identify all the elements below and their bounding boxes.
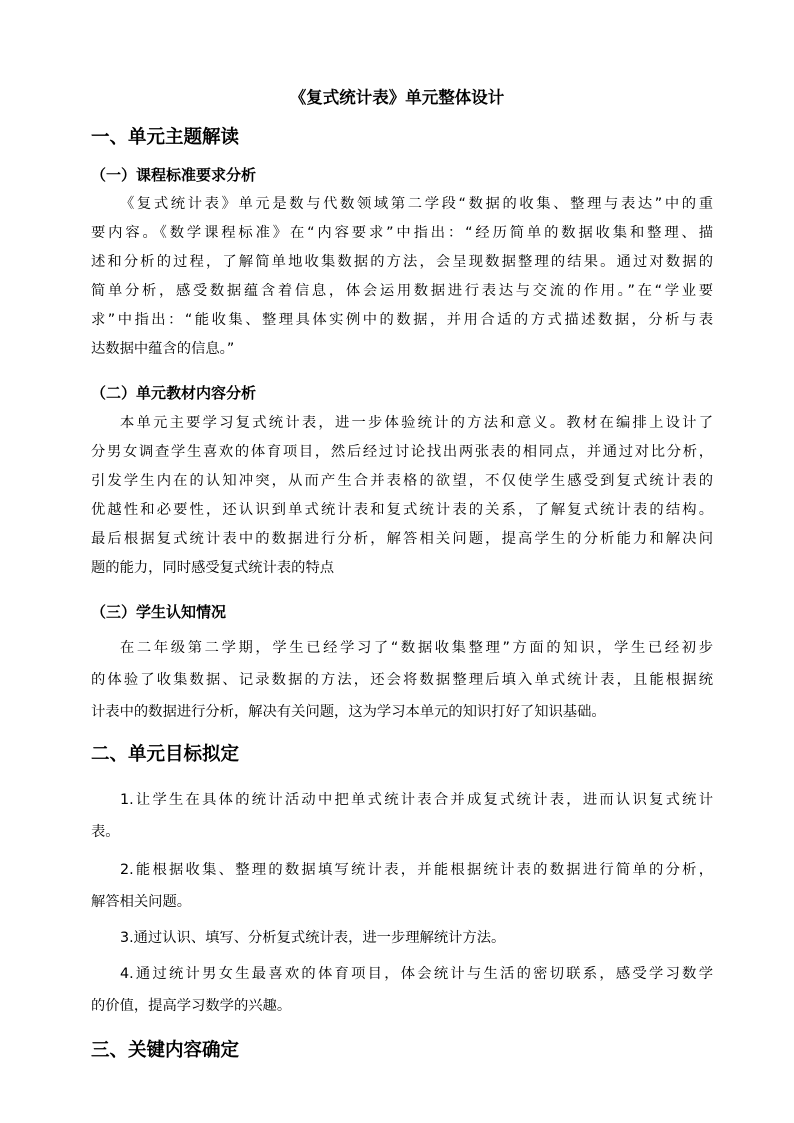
paragraph-line: 求”中指出：“能收集、整理具体实例中的数据，并用合适的方式描述数据，分析与表: [91, 312, 713, 328]
section-heading-1: 一、单元主题解读: [91, 127, 240, 148]
paragraph-line: 最后根据复式统计表中的数据进行分析，解答相关问题，提高学生的分析能力和解决问: [91, 531, 713, 547]
goal-line: 2.能根据收集、整理的数据填写统计表，并能根据统计表的数据进行简单的分析，: [120, 862, 713, 878]
goal-item-2: [91, 854, 713, 918]
paragraph-line: 引发学生内在的认知冲突，从而产生合并表格的欲望，不仅使学生感受到复式统计表的: [91, 473, 713, 489]
paragraph-student-cognition: [91, 632, 713, 728]
paragraph-line: 在二年级第二学期，学生已经学习了“数据收集整理”方面的知识，学生已经初步: [120, 640, 713, 656]
goal-line: 4.通过统计男女生最喜欢的体育项目，体会统计与生活的密切联系，感受学习数学: [120, 966, 713, 982]
subsection-heading-1: （一）课程标准要求分析: [91, 166, 257, 184]
paragraph-line: 要内容。《数学课程标准》在“内容要求”中指出：“经历简单的数据收集和整理、描: [91, 225, 713, 241]
section-heading-3: 三、关键内容确定: [91, 1040, 240, 1061]
paragraph-line: 优越性和必要性，还认识到单式统计表和复式统计表的关系，了解复式统计表的结构。: [91, 502, 713, 518]
paragraph-textbook-analysis: [91, 409, 713, 583]
subsection-heading-2: （二）单元教材内容分析: [91, 384, 257, 402]
paragraph-curriculum-analysis: [91, 190, 713, 364]
goal-line: 的价值，提高学习数学的兴趣。: [91, 998, 292, 1014]
paragraph-line: 分男女调查学生喜欢的体育项目，然后经过讨论找出两张表的相同点，并通过对比分析，: [91, 444, 713, 460]
paragraph-line: 的体验了收集数据、记录数据的方法，还会将数据整理后填入单式统计表，且能根据统: [91, 672, 713, 688]
paragraph-line: 题的能力，同时感受复式统计表的特点: [91, 560, 335, 576]
paragraph-line: 述和分析的过程，了解简单地收集数据的方法，会呈现数据整理的结果。通过对数据的: [91, 254, 713, 270]
goal-item-4: [91, 958, 713, 1022]
paragraph-line: 《复式统计表》单元是数与代数领域第二学段“数据的收集、整理与表达”中的重: [120, 196, 713, 212]
paragraph-line: 达数据中蕴含的信息。”: [91, 341, 235, 357]
goal-line: 3.通过认识、填写、分析复式统计表，进一步理解统计方法。: [120, 930, 506, 946]
goal-item-1: [91, 784, 713, 848]
subsection-heading-3: （三）学生认知情况: [91, 603, 227, 621]
paragraph-line: 本单元主要学习复式统计表，进一步体验统计的方法和意义。教材在编排上设计了: [120, 415, 713, 431]
section-heading-2: 二、单元目标拟定: [91, 744, 240, 765]
goal-item-3: [91, 922, 713, 954]
document-title: 《复式统计表》单元整体设计: [289, 88, 505, 107]
goal-line: 1.让学生在具体的统计活动中把单式统计表合并成复式统计表，进而认识复式统计: [120, 792, 713, 808]
goal-line: 表。: [91, 824, 120, 840]
paragraph-line: 简单分析，感受数据蕴含着信息，体会运用数据进行表达与交流的作用。”在“学业要: [91, 283, 713, 299]
goal-line: 解答相关问题。: [91, 894, 192, 910]
paragraph-line: 计表中的数据进行分析，解决有关问题，这为学习本单元的知识打好了知识基础。: [91, 704, 606, 720]
